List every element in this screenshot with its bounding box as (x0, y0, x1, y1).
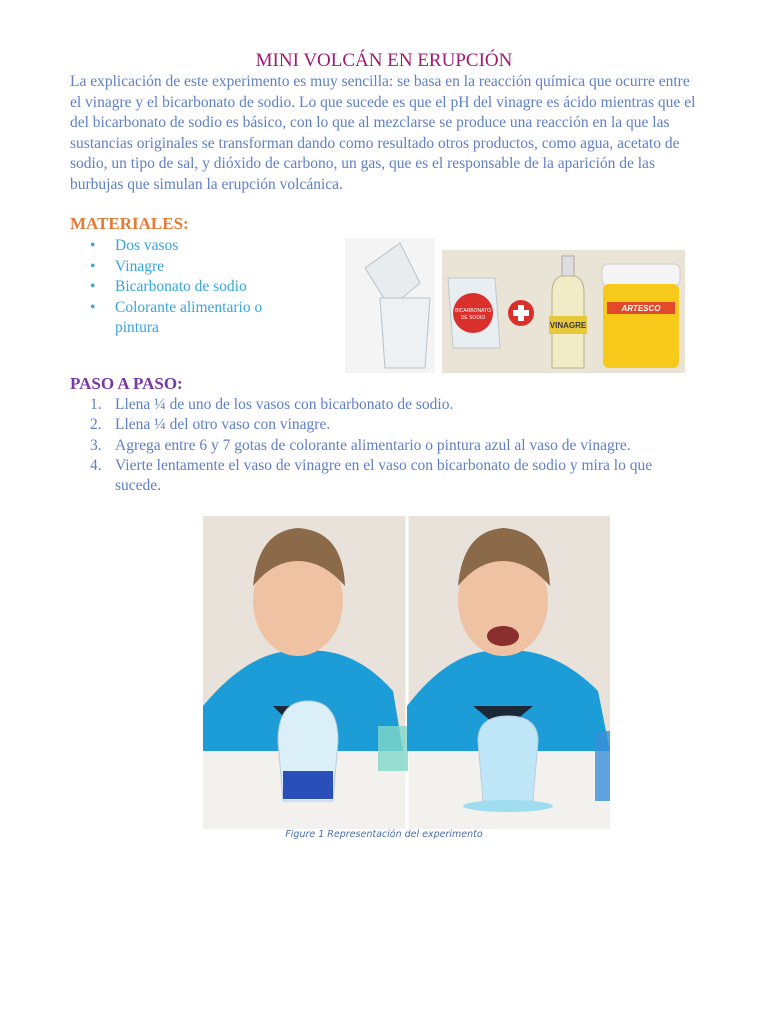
list-item: 3. Agrega entre 6 y 7 gotas de colorante alimentario o pintura azul al vaso de vinagre. (90, 436, 631, 454)
experiment-photo (203, 516, 610, 829)
intro-paragraph: La explicación de este experimento es muy sencilla: se basa en la reacción química que ocurre entre el vinagre y el bicarbonato de sodio. Lo que sucede es que el pH del vinagre es ácido mientras que el del bicarbonato de sodio es básico, con lo que al mezclarse se produce una reacción en la que las sustancias originales se transforman dando como resultado otros productos, como agua, acetato de sodio, un tipo de sal, y dióxido de carbono, un gas, que es el responsable de la aparición de las burbujas que simulan la erupción volcánica. (70, 73, 696, 193)
materials-heading: MATERIALES: (70, 214, 189, 233)
materials-list (90, 236, 300, 339)
list-item: • Bicarbonato de sodio (90, 277, 300, 298)
bicarbonate-label: BICARBONATO (455, 308, 491, 314)
steps-list (90, 395, 700, 496)
paint-jar-icon (602, 264, 680, 368)
list-item: • Dos vasos (90, 236, 300, 257)
figure-caption: Figure 1 Representación del experimento (285, 829, 483, 840)
list-item: 4. Vierte lentamente el vaso de vinagre en el vaso con bicarbonato de sodio y mira lo que sucede. (90, 456, 653, 495)
plus-icon (508, 300, 534, 326)
cups-icon (345, 238, 435, 373)
list-item: 2. Llena ¼ del otro vaso con vinagre. (90, 416, 331, 434)
list-item: • Vinagre (90, 257, 300, 278)
svg-text:ARTESCO: ARTESCO (621, 304, 661, 313)
svg-text:DE SODIO: DE SODIO (460, 315, 486, 321)
materials-image (345, 238, 685, 373)
svg-text:VINAGRE: VINAGRE (549, 321, 587, 330)
page-title: MINI VOLCÁN EN ERUPCIÓN (255, 50, 513, 71)
steps-heading: PASO A PASO: (70, 374, 183, 393)
list-item: 1. Llena ¼ de uno de los vasos con bicarbonato de sodio. (90, 396, 454, 413)
list-item: • Colorante alimentario o pintura (90, 298, 300, 339)
